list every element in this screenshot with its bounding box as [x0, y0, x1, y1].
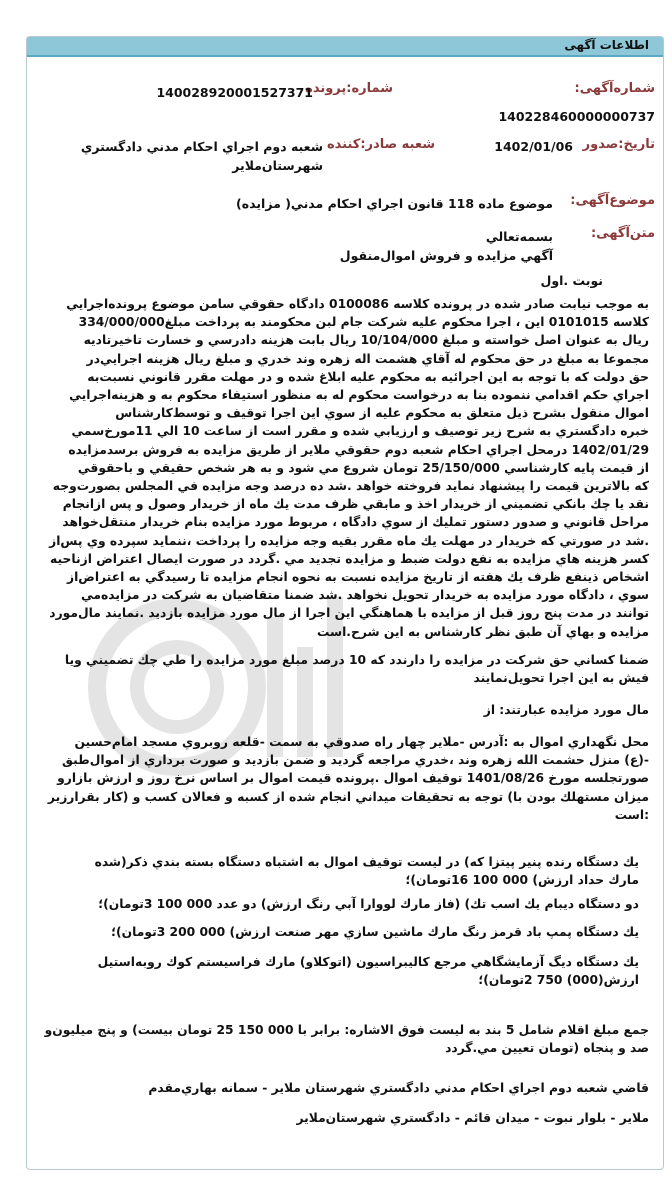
court-address	[296, 1109, 649, 1127]
paragraph-1-line: .شد در صورتي كه خريدار در مهلت يك ماه مقرر بقيه وجه مزايده را پرداخت ،ننمايد سپرده وي پس‌از	[49, 533, 649, 548]
paragraph-1-line: اشخاص ذينفع ظرف يك هفته از تاريخ مزايده نسبت به نحوه انجام مزايده تا رسيدگي به اعتراض‌از	[66, 570, 649, 585]
total-line: جمع مبلغ اقلام شامل 5 بند به ليست فوق الاشاره: برابر با 000 150 25 تومان بيست) و پنج ميليون‌و	[44, 1023, 649, 1037]
item-line: يك دستگاه پمپ باد قرمز رنگ مارك ماشين سازي مهر صنعت ارزش) 000 200 3تومان)؛	[111, 925, 639, 939]
item-line: دو دستگاه ديبام يك اسب تك) (فاز مارك لووارا آبي رنگ ارزش) دو عدد 000 100 3تومان)؛	[98, 897, 639, 911]
case-number-label: شماره:پرونده	[305, 81, 393, 96]
ad-text-label: متن‌آگهی:	[590, 226, 655, 241]
paragraph-1-line: ريال به عنوان اصل خواسته و مبلغ 10/104/000 ريال بابت هزينه دادرسي و خسارت تاخيرتاديه	[83, 333, 649, 348]
paragraph-1-line: حق دولت كه با توجه به اين اجرائيه به محكوم عليه ابلاغ شده و در مهلت مقرر قانوني نسبت‌به	[87, 369, 649, 384]
paragraph-2-line: فيش به اين اجرا تحويل‌نمايند	[473, 671, 649, 686]
issue-date-label: تاریخ:صدور	[582, 137, 655, 152]
ad-subject-label: موضوع‌آگهی:	[570, 193, 655, 208]
paragraph-1-line: خبره دادگستري به شرح زير توصيف و ارزيابي شده و مقرر است از ساعت 10 الي 11مورخ‌سمي	[71, 424, 649, 439]
item-line: يك دستگاه ديگ آزمايشگاهي مرجع كاليبراسيون (اتوكلاو) مارك فراسيستم كوك روبه‌استيل	[97, 955, 639, 969]
ad-text-heading-2: آگهي مزايده و فروش اموال‌منقول	[339, 248, 553, 263]
paragraph-3-line: صورتجلسه مورخ 1401/08/26 توقيف اموال .پرونده قيمت اموال بر اساس نرخ روز و ارزش بازارو	[57, 771, 649, 786]
paragraph-1-line: كلاسه 0101015 اين ، اجرا محكوم عليه شركت جام لبن محكومند به پرداخت مبلغ334/000/000	[78, 315, 649, 330]
item-2	[98, 895, 639, 913]
item-line: مارك حداد ارزش) 000 100 16تومان)؛	[405, 873, 639, 888]
issuing-branch-label: شعبه صادر:کننده	[327, 137, 435, 152]
issuing-branch-line-2: شهرستان‌ملاير	[232, 158, 323, 173]
address-text: ملاير - بلوار نبوت - ميدان قائم - دادگستري شهرستان‌ملاير	[296, 1111, 649, 1125]
issue-date-value: 1402/01/06	[494, 139, 573, 154]
paragraph-1-line: سوي ، دادگاه مورد مزايده به خريدار تحويل نخواهد .شد ضمنا متقاضيان به شركت در مزايده‌مي	[80, 588, 649, 603]
paragraph-2	[65, 651, 649, 687]
signature-text: قاضي شعبه دوم اجراي احكام مدني دادگستري شهرستان ملاير - سمانه بهاري‌مقدم	[148, 1081, 649, 1095]
paragraph-3-line: :است	[614, 807, 649, 822]
paragraph-1-line: از قيمت پايه كارشناسي 25/150/000 تومان شروع مي شود و به هر شخص حقيقي و باحقوقي	[77, 460, 649, 475]
item-line: ارزش(000) 750 2تومان)؛	[478, 973, 639, 988]
ad-text-heading-1: بسمه‌تعالي	[485, 229, 553, 244]
paragraph-3-line: ميزان مستهلك بودن با) توجه به تحقيقات ميداني انجام شده از كسبه و فعالان كسب و (كار بقرارزير	[47, 789, 649, 804]
paragraph-2-line: ضمنا كساني حق شركت در مزايده را دارندد كه 10 درصد مبلغ مورد مزايده را طي چك تضميني ويا	[64, 653, 649, 667]
assets-title-text: مال مورد مزايده عبارتند: از	[483, 703, 649, 717]
issuing-branch-line-1: شعبه دوم اجراي احكام مدني دادگستري	[80, 139, 323, 154]
paragraph-1-line: به موجب نيابت صادر شده در پرونده كلاسه 0100086 دادگاه حقوقي سامن موضوع پرونده‌اجرايي	[66, 297, 649, 311]
paragraph-1-line: نقد يا چك بانكي تضميني از خريدار اخذ و مابقي ظرف مدت يك ماه از خريدار وصول و پس ازانجام	[62, 497, 649, 512]
assets-title	[484, 701, 649, 719]
paragraph-1-line: مجموعا به مبلغ در حق محكوم له آقاي هشمت اله زهره وند خدري و مبلغ ريال هزينه اجرايي‌در	[86, 351, 649, 366]
ad-number-label: شماره‌آگهی:	[574, 81, 655, 96]
round-text: نوبت .اول	[540, 273, 603, 288]
paragraph-1-line: اموال منقول بشرح ذيل متعلق به محكوم عليه از سوي اين اجرا توقيف و توسط‌كارشناس	[115, 406, 649, 421]
paragraph-3-line: -(ع) منزل حشمت الله زهره وند ،خدري مراجعه گرديد و ضمن بازديد و صورت برداري از اموال‌طبق	[62, 753, 649, 768]
total-amount	[45, 1021, 649, 1057]
paragraph-1-line: 1402/01/29 درمحل اجراي احكام شعبه دوم حقوقي ملاير از طريق مزايده به فروش برسدمزايده	[68, 442, 649, 457]
signature	[148, 1079, 649, 1097]
paragraph-1-line: مراحل قانوني و صدور دستور تمليك از سوي دادگاه ، مربوط مورد مزايده بنام خريدار منتقل‌خواهد	[62, 515, 649, 530]
ad-card	[26, 36, 664, 1170]
paragraph-3	[48, 733, 649, 824]
item-4	[98, 953, 639, 989]
paragraph-1-line: اجراي حكم اقدامي ننموده بنا به درخواست محكوم له به منظور استيفاء محكوم به و هزينه‌اجرايي	[69, 388, 649, 403]
total-line: صد و پنجاه (تومان تعيين مي.گردد	[445, 1041, 649, 1056]
paragraph-3-line: محل نگهداري اموال به :آدرس -ملاير چهار راه صدوقي به سمت -قلعه روبروي مسجد امام‌حسين	[74, 735, 649, 749]
paragraph-1	[49, 295, 649, 641]
paragraph-1-line: مزايده و بهاي آن طبق نظر كارشناس به اين شرح.است	[316, 624, 649, 639]
item-1	[95, 853, 639, 889]
item-3	[111, 923, 639, 941]
paragraph-1-line: كه بالاترين قيمت را پيشنهاد نمايد فروخته خواهد .شد ده درصد وجه مزايده في المجلس بصورت‌وجه	[52, 479, 649, 494]
paragraph-1-line: كسر هزينه هاي مزايده به نفع دولت ضبط و مزايده تجديد مي .گردد در صورت ايصال اعتراض ازناحيه	[50, 551, 649, 566]
item-line: يك دستگاه رنده پنير پيتزا كه) در ليست توقيف اموال به اشتباه دستگاه بسته بندي ذكر(شده	[94, 855, 639, 869]
case-number-value: 140028920001527371	[156, 85, 313, 100]
ad-number-value: 140228460000000737	[498, 109, 655, 124]
header-title: اطلاعات آگهی	[564, 38, 649, 52]
card-header	[27, 37, 663, 57]
ad-subject-value: موضوع ماده 118 قانون اجراي احكام مدني( مزايده)	[236, 196, 553, 211]
paragraph-1-line: توانند در مدت پنج روز قبل از مزايده با هماهنگي اين اجرا از مال مورد مزايده بازديد .نمايند مال‌مورد	[49, 606, 649, 621]
